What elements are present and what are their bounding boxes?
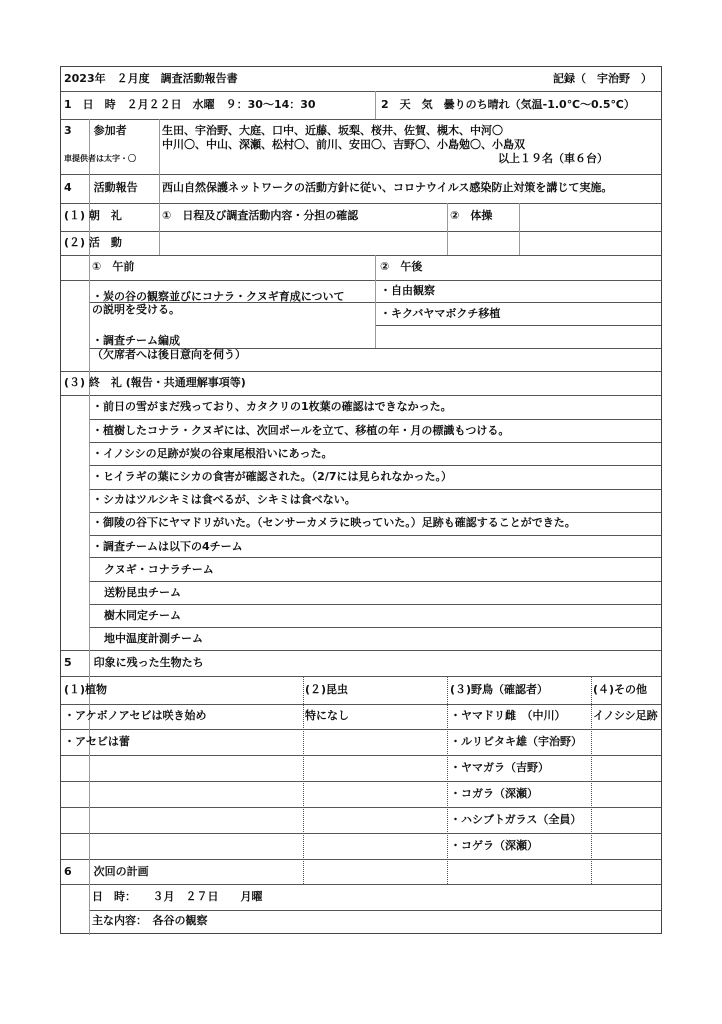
afternoon-item-2: ・キクバヤマボクチ移植 [380,307,501,320]
insect-entry: 特になし [305,709,349,722]
morning-item-1a: ・炭の谷の観察並びにコナラ・クヌギ育成について [92,290,345,303]
bird-entry: ・ヤマガラ（吉野） [450,761,549,774]
closing-item: ・前日の雪がまだ残っており、カタクリの1枚葉の確認はできなかった。 [92,400,452,413]
morning-item-1b: の説明を受ける。 [92,303,180,316]
other-label: (４)その他 [593,683,648,696]
activities-label: (２) 活 動 [64,236,122,249]
activity-text: 西山自然保護ネットワークの活動方針に従い、コロナウイルス感染防止対策を講じて実施。 [162,181,613,194]
weather: 2 天 気 曇りのち晴れ（気温-1.0℃～0.5℃） [381,98,635,111]
next-plan-date: 日 時： ３月 ２７日 月曜 [92,890,263,903]
report-title: 2023年 ２月度 調査活動報告書 [64,72,238,85]
closing-item: ・調査チームは以下の4チーム [92,540,243,553]
morning-assembly-label: (１) 朝 礼 [64,209,122,222]
morning-item-2b: （欠席者へは後日意向を伺う） [92,348,246,361]
participants-line-1: 生田、宇治野、大庭、口中、近藤、坂梨、桜井、佐賀、槻木、中河〇 [162,124,503,137]
insects-label: (２)昆虫 [305,683,349,696]
date-time: 1 日 時 ２月２２日 水曜 ９：30～14：30 [64,98,316,111]
closing-label: (３) 終 礼 (報告・共通理解事項等) [64,376,246,389]
afternoon-item-1: ・自由観察 [380,284,435,297]
plant-entry: ・アケボノアセビは咲き始め [64,709,207,722]
plant-entry: ・アセビは蕾 [64,735,130,748]
closing-item: ・シカはツルシキミは食べるが、シキミは食べない。 [92,493,356,506]
recorder: 記録（ 宇治野 ） [553,72,652,85]
morning-label: ① 午前 [92,260,135,273]
afternoon-label: ② 午後 [380,260,423,273]
closing-item: ・ヒイラギの葉にシカの食害が確認された。（2/7には見られなかった。） [92,470,452,483]
bird-entry: ・ハシブトガラス（全員） [450,813,582,826]
participants-line-2: 中川〇、中山、深瀬、松村〇、前川、安田〇、吉野〇、小島勉〇、小島双 [162,138,525,151]
team-name: 地中温度計測チーム [104,632,203,645]
organisms-label: 5 印象に残った生物たち [64,656,204,669]
participants-total: 以上１９名（車６台） [498,152,608,165]
closing-item: ・イノシシの足跡が炭の谷東尾根沿いにあった。 [92,447,333,460]
activity-label: 4 活動報告 [64,181,138,194]
bird-entry: ・ルリビタキ雄（宇治野） [450,735,582,748]
closing-item: ・御陵の谷下にヤマドリがいた。（センサーカメラに映っていた。）足跡も確認することができた。 [92,516,576,529]
participants-label: 3 参加者 [64,124,127,137]
next-plan-content: 主な内容： 各谷の観察 [92,914,208,927]
next-plan-label: 6 次回の計画 [64,865,149,878]
morning-item-2a: ・調査チーム編成 [92,334,180,347]
closing-item: ・植樹したコナラ・クヌギには、次回ポールを立て、移植の年・月の標識もつける。 [92,424,510,437]
bird-entry: ・コガラ（深瀬） [450,787,538,800]
morning-assembly-item-2: ② 体操 [450,209,493,222]
birds-label: (３)野鳥（確認者） [450,683,549,696]
plants-label: (１)植物 [64,683,108,696]
team-name: 送粉昆虫チーム [104,586,181,599]
morning-assembly-item-1: ① 日程及び調査活動内容・分担の確認 [162,209,359,222]
bird-entry: ・コゲラ（深瀬） [450,839,538,852]
car-provider-note: 車提供者は太字・〇 [64,154,136,163]
bird-entry: ・ヤマドリ雌 （中川） [450,709,566,722]
team-name: クヌギ・コナラチーム [104,563,214,576]
other-entry: イノシシ足跡 [593,709,658,722]
team-name: 樹木同定チーム [104,609,181,622]
